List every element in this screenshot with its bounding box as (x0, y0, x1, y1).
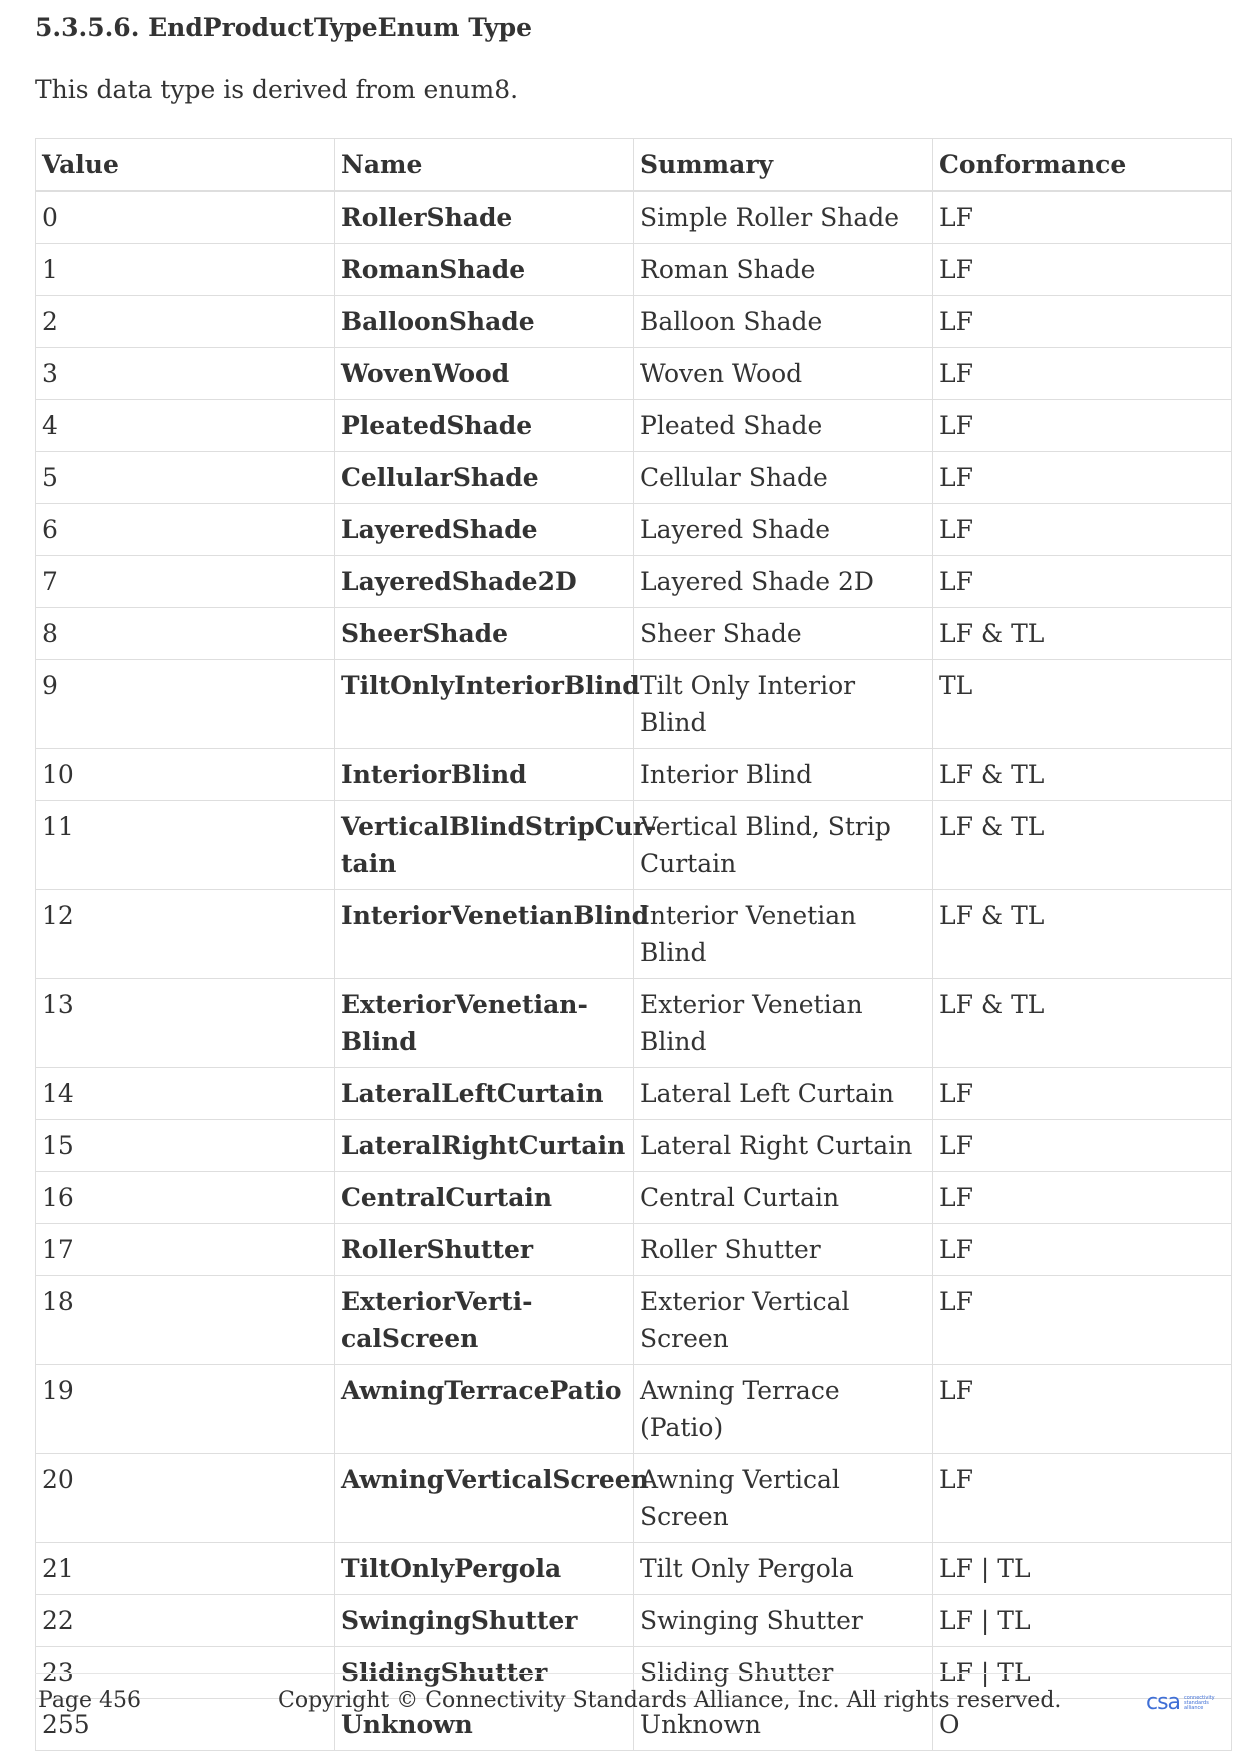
table-row (36, 191, 1232, 244)
cell-summary: Layered Shade 2D (634, 556, 933, 608)
cell-name: VerticalBlindStripCur- tain (335, 801, 634, 890)
cell-value: 5 (36, 452, 335, 504)
enum-table (35, 138, 1232, 1751)
cell-summary: Interior Blind (634, 749, 933, 801)
cell-summary: Vertical Blind, Strip Curtain (634, 801, 933, 890)
cell-value: 22 (36, 1595, 335, 1647)
cell-name: LateralLeftCurtain (335, 1068, 634, 1120)
cell-summary: Tilt Only Pergola (634, 1543, 933, 1595)
cell-summary: Unknown (634, 1699, 933, 1751)
section-intro: This data type is derived from enum8. (35, 75, 519, 104)
cell-value: 20 (36, 1454, 335, 1543)
cell-conformance: LF & TL (933, 801, 1232, 890)
cell-conformance: O (933, 1699, 1232, 1751)
cell-conformance: TL (933, 660, 1232, 749)
section-heading: 5.3.5.6. EndProductTypeEnum Type (35, 13, 532, 42)
table-row (36, 1595, 1232, 1647)
table-row (36, 1543, 1232, 1595)
cell-summary: Simple Roller Shade (634, 191, 933, 244)
cell-summary: Interior Venetian Blind (634, 890, 933, 979)
cell-summary: Central Curtain (634, 1172, 933, 1224)
cell-conformance: LF (933, 244, 1232, 296)
table-row (36, 890, 1232, 979)
cell-summary: Lateral Right Curtain (634, 1120, 933, 1172)
table-row (36, 801, 1232, 890)
cell-summary: Sheer Shade (634, 608, 933, 660)
cell-value: 9 (36, 660, 335, 749)
cell-conformance: LF (933, 191, 1232, 244)
cell-name: TiltOnlyPergola (335, 1543, 634, 1595)
cell-name: RomanShade (335, 244, 634, 296)
cell-value: 10 (36, 749, 335, 801)
cell-conformance: LF (933, 1365, 1232, 1454)
cell-value: 0 (36, 191, 335, 244)
cell-name: ExteriorVenetian- Blind (335, 979, 634, 1068)
cell-name: CellularShade (335, 452, 634, 504)
cell-value: 255 (36, 1699, 335, 1751)
table-row (36, 1172, 1232, 1224)
header-row (36, 139, 1232, 192)
cell-conformance: LF (933, 296, 1232, 348)
cell-name: SwingingShutter (335, 1595, 634, 1647)
cell-name: SlidingShutter (335, 1647, 634, 1699)
table-row (36, 608, 1232, 660)
cell-conformance: LF (933, 400, 1232, 452)
cell-summary: Roller Shutter (634, 1224, 933, 1276)
csa-logo (1146, 1690, 1226, 1716)
cell-value: 19 (36, 1365, 335, 1454)
cell-conformance: LF | TL (933, 1647, 1232, 1699)
table-row (36, 1068, 1232, 1120)
logo-tagline: connectivity standards alliance (1184, 1694, 1215, 1711)
cell-conformance: LF (933, 1068, 1232, 1120)
table-header (36, 139, 1232, 192)
cell-summary: Cellular Shade (634, 452, 933, 504)
cell-conformance: LF & TL (933, 979, 1232, 1068)
cell-value: 1 (36, 244, 335, 296)
cell-summary: Pleated Shade (634, 400, 933, 452)
cell-name: AwningVerticalScreen (335, 1454, 634, 1543)
cell-name: WovenWood (335, 348, 634, 400)
cell-name: RollerShade (335, 191, 634, 244)
table-row (36, 244, 1232, 296)
table-row (36, 660, 1232, 749)
column-header-summary: Summary (634, 139, 933, 192)
cell-conformance: LF & TL (933, 749, 1232, 801)
column-header-value: Value (36, 139, 335, 192)
cell-value: 15 (36, 1120, 335, 1172)
cell-conformance: LF (933, 1276, 1232, 1365)
cell-value: 2 (36, 296, 335, 348)
cell-value: 18 (36, 1276, 335, 1365)
cell-value: 4 (36, 400, 335, 452)
cell-conformance: LF | TL (933, 1543, 1232, 1595)
table-row (36, 504, 1232, 556)
cell-conformance: LF & TL (933, 608, 1232, 660)
table-row (36, 556, 1232, 608)
cell-summary: Balloon Shade (634, 296, 933, 348)
cell-conformance: LF & TL (933, 890, 1232, 979)
table-row (36, 348, 1232, 400)
table-row (36, 1276, 1232, 1365)
table-row (36, 1224, 1232, 1276)
cell-summary: Lateral Left Curtain (634, 1068, 933, 1120)
logo-mark: csa (1146, 1690, 1181, 1715)
cell-name: AwningTerracePatio (335, 1365, 634, 1454)
cell-value: 12 (36, 890, 335, 979)
cell-summary: Woven Wood (634, 348, 933, 400)
cell-value: 8 (36, 608, 335, 660)
cell-name: SheerShade (335, 608, 634, 660)
cell-summary: Awning Vertical Screen (634, 1454, 933, 1543)
cell-value: 21 (36, 1543, 335, 1595)
cell-value: 16 (36, 1172, 335, 1224)
cell-conformance: LF (933, 1454, 1232, 1543)
table-row (36, 400, 1232, 452)
cell-value: 6 (36, 504, 335, 556)
cell-conformance: LF (933, 1120, 1232, 1172)
cell-summary: Exterior Venetian Blind (634, 979, 933, 1068)
table-row (36, 296, 1232, 348)
cell-value: 23 (36, 1647, 335, 1699)
cell-conformance: LF (933, 504, 1232, 556)
cell-name: RollerShutter (335, 1224, 634, 1276)
cell-summary: Exterior Vertical Screen (634, 1276, 933, 1365)
column-header-conformance: Conformance (933, 139, 1232, 192)
cell-value: 13 (36, 979, 335, 1068)
cell-name: InteriorBlind (335, 749, 634, 801)
footer-divider (35, 1673, 1231, 1674)
cell-summary: Layered Shade (634, 504, 933, 556)
cell-name: CentralCurtain (335, 1172, 634, 1224)
cell-name: LateralRightCurtain (335, 1120, 634, 1172)
cell-name: PleatedShade (335, 400, 634, 452)
cell-value: 7 (36, 556, 335, 608)
cell-name: Unknown (335, 1699, 634, 1751)
table-row (36, 979, 1232, 1068)
cell-conformance: LF (933, 348, 1232, 400)
cell-conformance: LF (933, 1224, 1232, 1276)
copyright-notice: Copyright © Connectivity Standards Alliance, Inc. All rights reserved. (278, 1688, 1062, 1713)
cell-name: InteriorVenetianBlind (335, 890, 634, 979)
cell-name: TiltOnlyInteriorBlind (335, 660, 634, 749)
table-row (36, 452, 1232, 504)
cell-value: 17 (36, 1224, 335, 1276)
cell-summary: Sliding Shutter (634, 1647, 933, 1699)
table-row (36, 1454, 1232, 1543)
table-row (36, 1365, 1232, 1454)
cell-summary: Roman Shade (634, 244, 933, 296)
cell-conformance: LF | TL (933, 1595, 1232, 1647)
page-number: Page 456 (38, 1688, 142, 1713)
cell-summary: Tilt Only Interior Blind (634, 660, 933, 749)
cell-summary: Awning Terrace (Patio) (634, 1365, 933, 1454)
table-body (36, 191, 1232, 1751)
cell-name: LayeredShade2D (335, 556, 634, 608)
cell-value: 3 (36, 348, 335, 400)
cell-value: 14 (36, 1068, 335, 1120)
cell-summary: Swinging Shutter (634, 1595, 933, 1647)
column-header-name: Name (335, 139, 634, 192)
table-row (36, 749, 1232, 801)
cell-conformance: LF (933, 1172, 1232, 1224)
cell-conformance: LF (933, 452, 1232, 504)
cell-conformance: LF (933, 556, 1232, 608)
cell-name: LayeredShade (335, 504, 634, 556)
cell-name: BalloonShade (335, 296, 634, 348)
cell-value: 11 (36, 801, 335, 890)
cell-name: ExteriorVerti- calScreen (335, 1276, 634, 1365)
table-row (36, 1120, 1232, 1172)
